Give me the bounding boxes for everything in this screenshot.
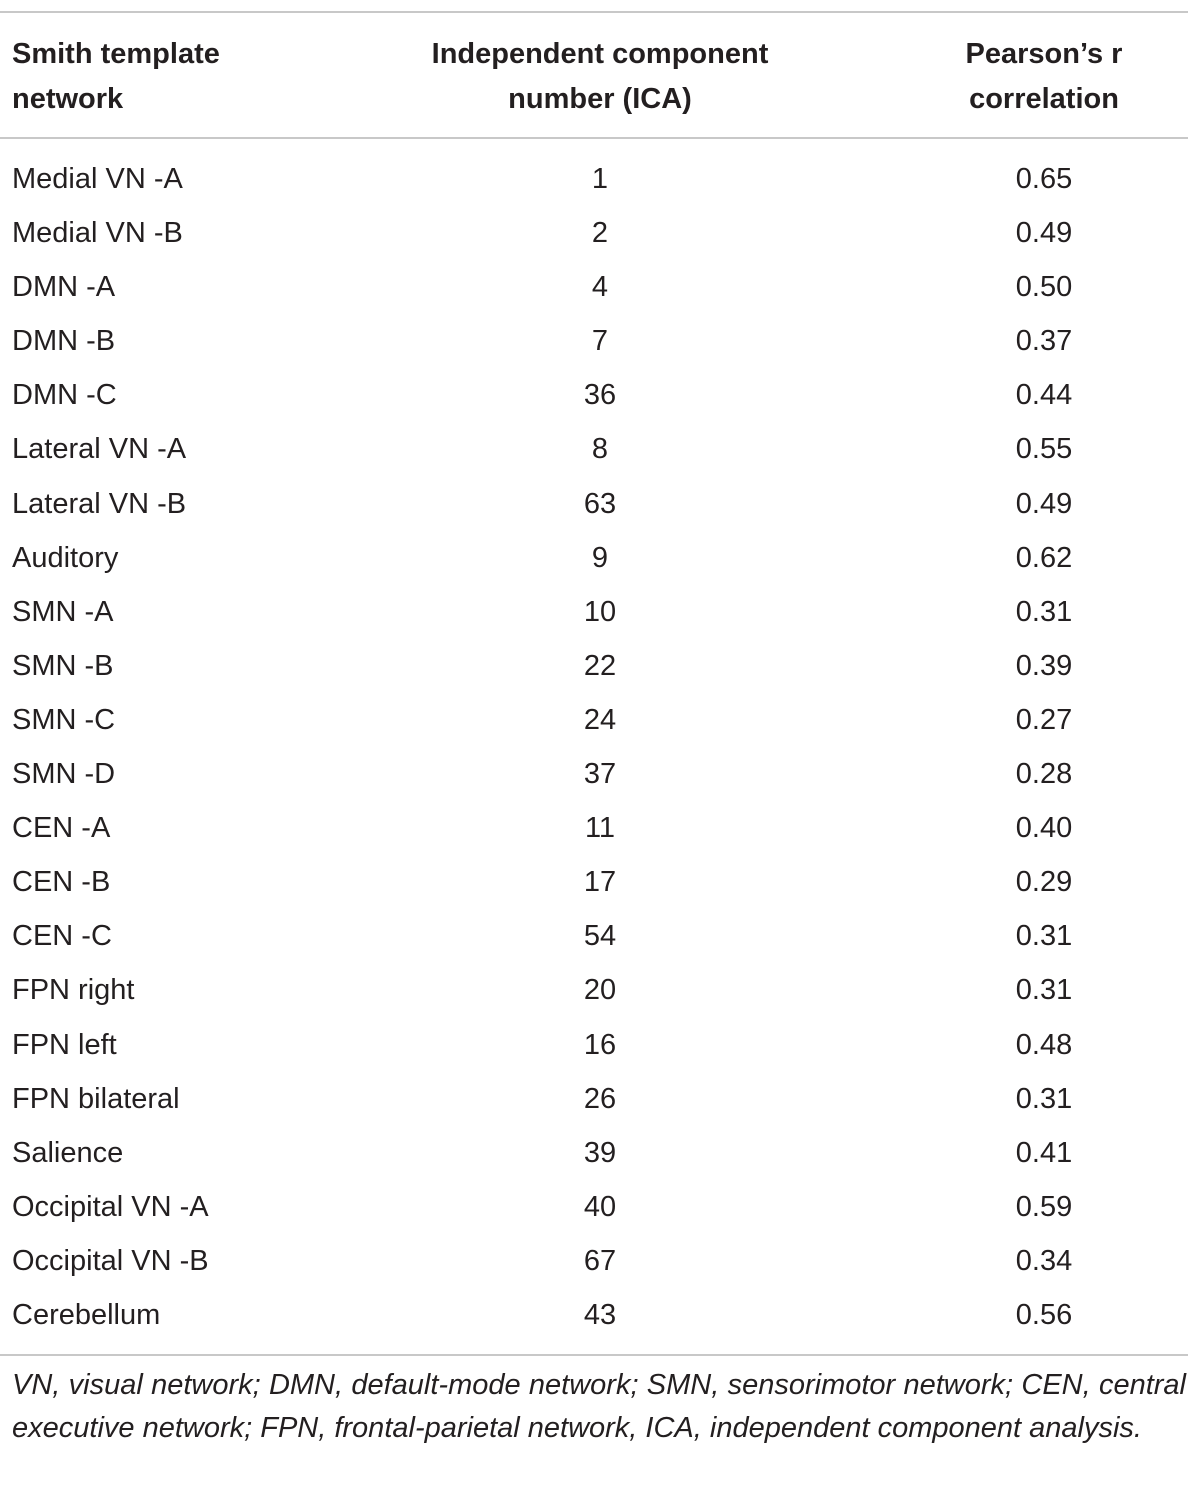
- correlation-cell: 0.37: [1015, 325, 1073, 358]
- network-cell: DMN -A: [12, 271, 116, 304]
- correlation-cell: 0.34: [1015, 1244, 1073, 1277]
- table-row: [0, 314, 1188, 368]
- component-number-cell: 37: [583, 758, 617, 791]
- network-cell: Occipital VN -A: [12, 1190, 209, 1223]
- table-row: [0, 368, 1188, 422]
- network-cell: DMN -B: [12, 325, 116, 358]
- network-cell: SMN -A: [12, 595, 114, 628]
- correlation-cell: 0.31: [1015, 974, 1073, 1007]
- component-number-cell: 22: [583, 649, 617, 682]
- table-row: [0, 152, 1188, 206]
- table-row: [0, 585, 1188, 639]
- correlation-cell: 0.44: [1015, 379, 1073, 412]
- network-cell: Medial VN -B: [12, 217, 183, 250]
- table-row: [0, 963, 1188, 1017]
- component-number-cell: 24: [583, 703, 617, 736]
- network-cell: CEN -C: [12, 920, 112, 953]
- network-cell: Salience: [12, 1136, 124, 1169]
- table-body: [0, 152, 1188, 1342]
- column-header-component-number: Independent component number (ICA): [431, 38, 769, 115]
- network-cell: SMN -C: [12, 703, 116, 736]
- network-cell: Cerebellum: [12, 1298, 161, 1331]
- table-row: [0, 909, 1188, 963]
- correlation-cell: 0.55: [1015, 433, 1073, 466]
- network-cell: Lateral VN -A: [12, 433, 187, 466]
- table-row: [0, 422, 1188, 476]
- table-row: [0, 639, 1188, 693]
- table-row: [0, 477, 1188, 531]
- component-number-cell: 40: [583, 1190, 617, 1223]
- component-number-cell: 20: [583, 974, 617, 1007]
- correlation-cell: 0.48: [1015, 1028, 1073, 1061]
- correlation-cell: 0.50: [1015, 271, 1073, 304]
- table-row: [0, 1288, 1188, 1342]
- component-number-cell: 16: [583, 1028, 617, 1061]
- table-row: [0, 693, 1188, 747]
- correlation-cell: 0.59: [1015, 1190, 1073, 1223]
- network-cell: Medial VN -A: [12, 163, 183, 195]
- network-cell: CEN -A: [12, 812, 111, 845]
- table-header-rule: [0, 137, 1188, 139]
- component-number-cell: 7: [591, 325, 609, 358]
- correlation-cell: 0.31: [1015, 595, 1073, 628]
- table-row: [0, 531, 1188, 585]
- table-row: [0, 1072, 1188, 1126]
- correlation-cell: 0.39: [1015, 649, 1073, 682]
- network-cell: CEN -B: [12, 866, 111, 899]
- table-row: [0, 1234, 1188, 1288]
- correlation-cell: 0.31: [1015, 1082, 1073, 1115]
- network-cell: Lateral VN -B: [12, 487, 187, 520]
- correlation-cell: 0.31: [1015, 920, 1073, 953]
- network-cell: DMN -C: [12, 379, 117, 412]
- component-number-cell: 63: [583, 487, 617, 520]
- table-row: [0, 1180, 1188, 1234]
- column-header-network: Smith template network: [12, 38, 220, 115]
- component-number-cell: 10: [583, 595, 617, 628]
- table-row: [0, 747, 1188, 801]
- network-cell: SMN -B: [12, 649, 114, 682]
- component-number-cell: 9: [591, 541, 609, 574]
- component-number-cell: 8: [591, 433, 609, 466]
- component-number-cell: 11: [584, 812, 616, 845]
- correlation-cell: 0.40: [1015, 812, 1073, 845]
- table-row: [0, 801, 1188, 855]
- table-top-rule: [0, 11, 1188, 13]
- table-row: [0, 1126, 1188, 1180]
- component-number-cell: 1: [591, 163, 609, 195]
- correlation-cell: 0.28: [1015, 758, 1073, 791]
- table-row: [0, 260, 1188, 314]
- component-number-cell: 67: [583, 1244, 617, 1277]
- component-number-cell: 17: [583, 866, 617, 899]
- network-cell: FPN left: [12, 1028, 117, 1061]
- correlation-cell: 0.27: [1015, 703, 1073, 736]
- network-cell: FPN right: [12, 974, 135, 1007]
- correlation-cell: 0.65: [1015, 163, 1073, 195]
- component-number-cell: 26: [583, 1082, 617, 1115]
- correlation-cell: 0.49: [1015, 217, 1073, 250]
- network-cell: Occipital VN -B: [12, 1244, 209, 1277]
- component-number-cell: 4: [591, 271, 609, 304]
- correlation-cell: 0.29: [1015, 866, 1073, 899]
- table-row: [0, 206, 1188, 260]
- component-number-cell: 36: [583, 379, 617, 412]
- correlation-cell: 0.49: [1015, 487, 1073, 520]
- table-bottom-rule: [0, 1354, 1188, 1356]
- network-cell: SMN -D: [12, 758, 116, 791]
- network-cell: FPN bilateral: [12, 1082, 180, 1115]
- component-number-cell: 54: [583, 920, 617, 953]
- table-row: [0, 1018, 1188, 1072]
- table-footnote: VN, visual network; DMN, default-mode network; SMN, sensorimotor network; CEN, central executive network; FPN, frontal-parietal network, ICA, independent component analysis.: [12, 1369, 1186, 1444]
- correlation-cell: 0.62: [1015, 541, 1073, 574]
- table-row: [0, 855, 1188, 909]
- correlation-cell: 0.41: [1015, 1136, 1073, 1169]
- component-number-cell: 43: [583, 1298, 617, 1331]
- component-number-cell: 2: [591, 217, 609, 250]
- column-header-correlation: Pearson’s r correlation: [965, 38, 1123, 115]
- network-cell: Auditory: [12, 541, 119, 574]
- component-number-cell: 39: [583, 1136, 617, 1169]
- correlation-cell: 0.56: [1015, 1298, 1073, 1331]
- table-header-row: [0, 32, 1188, 122]
